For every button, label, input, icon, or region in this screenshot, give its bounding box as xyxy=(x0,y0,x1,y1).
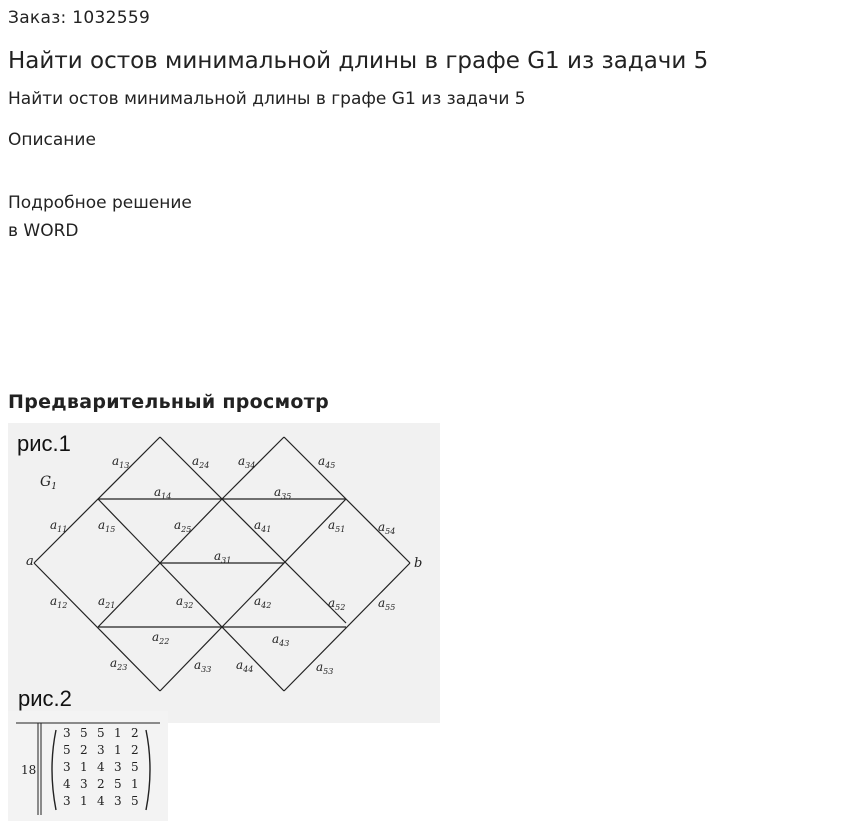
page-title: Найти остов минимальной длины в графе G1 из задачи 5 xyxy=(8,48,709,74)
edge-label: $a_{35}$ xyxy=(274,485,292,501)
edge-label: $a_{24}$ xyxy=(192,454,210,470)
matrix-cell: 4 xyxy=(97,760,105,774)
figure2-caption: рис.2 xyxy=(18,686,72,711)
matrix-cell: 5 xyxy=(131,794,139,808)
edge-label: $a_{55}$ xyxy=(378,596,396,612)
matrix-cell: 2 xyxy=(80,743,88,757)
edge-label: $a_{22}$ xyxy=(152,630,170,646)
matrix-cell: 3 xyxy=(63,760,71,774)
edge-label: $a_{44}$ xyxy=(236,658,254,674)
matrix-cell: 4 xyxy=(63,777,71,791)
matrix-cell: 1 xyxy=(114,743,122,757)
edge-label: $a_{23}$ xyxy=(110,656,128,672)
matrix-right-paren xyxy=(146,730,150,810)
matrix-cell: 5 xyxy=(114,777,122,791)
edge-label: $a_{14}$ xyxy=(154,485,172,501)
edge-label: $a_{42}$ xyxy=(254,594,272,610)
preview-heading: Предварительный просмотр xyxy=(8,391,329,413)
matrix-cell: 1 xyxy=(131,777,139,791)
edge-label: $a_{34}$ xyxy=(238,454,256,470)
matrix-cell: 2 xyxy=(131,726,139,740)
matrix-cell: 4 xyxy=(97,794,105,808)
edge-label: $a_{15}$ xyxy=(98,518,116,534)
matrix-left-paren xyxy=(52,730,56,810)
matrix-cell: 1 xyxy=(80,794,88,808)
matrix-cell: 3 xyxy=(63,726,71,740)
edge-labels xyxy=(50,454,395,676)
description-heading: Описание xyxy=(8,130,96,150)
edge-label: $a_{51}$ xyxy=(328,518,346,534)
variant-number: 18 xyxy=(21,763,37,777)
matrix-cell: 3 xyxy=(80,777,88,791)
node-b-label: b xyxy=(414,556,423,571)
node-a-label: a xyxy=(26,554,34,569)
edge-label: $a_{33}$ xyxy=(194,658,212,674)
matrix-cell: 1 xyxy=(80,760,88,774)
edge-label: $a_{12}$ xyxy=(50,594,68,610)
edge-label: $a_{52}$ xyxy=(328,596,346,612)
matrix-cell: 2 xyxy=(97,777,105,791)
description-text-line1: Подробное решение xyxy=(8,193,192,213)
edge-label: $a_{43}$ xyxy=(272,632,290,648)
edge-label: $a_{21}$ xyxy=(98,594,116,610)
matrix-cell: 3 xyxy=(114,794,122,808)
matrix-cell: 3 xyxy=(114,760,122,774)
matrix-cell: 3 xyxy=(97,743,105,757)
edge-label: $a_{45}$ xyxy=(318,454,336,470)
matrix-cell: 5 xyxy=(80,726,88,740)
matrix-cell: 3 xyxy=(63,794,71,808)
matrix-cell: 1 xyxy=(114,726,122,740)
matrix-cell: 2 xyxy=(131,743,139,757)
figure1-caption: рис.1 xyxy=(17,431,71,456)
matrix-cell: 5 xyxy=(63,743,71,757)
preview-image-graph xyxy=(8,423,440,723)
edge-label: $a_{31}$ xyxy=(214,549,232,565)
graph-name: $G_1$ xyxy=(40,474,57,492)
edge-label: $a_{54}$ xyxy=(378,520,396,536)
edge-label: $a_{41}$ xyxy=(254,518,272,534)
edge-label: $a_{25}$ xyxy=(174,518,192,534)
preview-image-matrix xyxy=(8,711,168,821)
edge-label: $a_{53}$ xyxy=(316,660,334,676)
matrix xyxy=(63,726,139,808)
edge-label: $a_{11}$ xyxy=(50,518,68,534)
description-text-line2: в WORD xyxy=(8,221,79,241)
edge-label: $a_{32}$ xyxy=(176,594,194,610)
edge-label: $a_{13}$ xyxy=(112,454,130,470)
order-number: Заказ: 1032559 xyxy=(8,8,151,28)
task-subtitle: Найти остов минимальной длины в графе G1 из задачи 5 xyxy=(8,89,526,109)
matrix-cell: 5 xyxy=(131,760,139,774)
matrix-cell: 5 xyxy=(97,726,105,740)
